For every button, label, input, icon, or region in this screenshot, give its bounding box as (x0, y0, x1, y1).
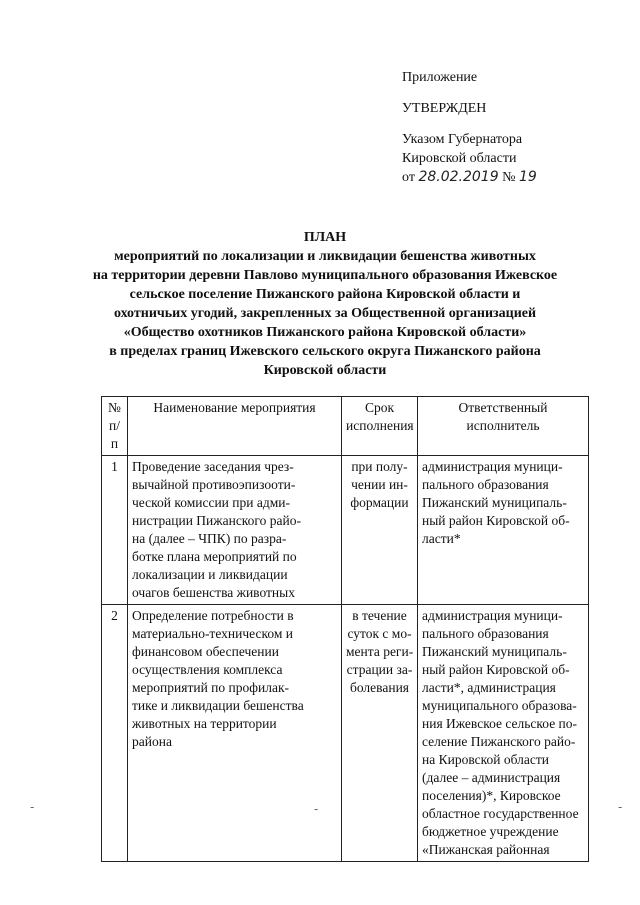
margin-mark-left: - (30, 800, 35, 814)
row-term: при полу- чении ин- формации (342, 456, 418, 605)
title-line: в пределах границ Ижевского сельского округа Пижанского района (109, 344, 541, 359)
header-num: № п/п (102, 397, 128, 456)
margin-mark-inner: - (314, 802, 319, 816)
title-line: охотничьих угодий, закрепленных за Общественной организацией (113, 306, 537, 321)
margin-mark-right: - (618, 800, 623, 814)
row-executor: администрация муници- пального образования Пижанский муниципаль- ный район Кировской об- ласти* (418, 456, 589, 605)
handwritten-date: 28.02.2019 (418, 169, 499, 185)
row-term: в течение суток с мо- мента реги- страции за- болевания (342, 605, 418, 862)
approved-label: УТВЕРЖДЕН (402, 101, 487, 116)
table-row (102, 605, 589, 862)
header-executor: Ответственный исполнитель (418, 397, 589, 456)
date-prefix: от (402, 170, 415, 185)
title-line: Кировской области (263, 363, 387, 378)
header-name: Наименование мероприятия (128, 397, 342, 456)
header-term: Срок исполнения (342, 397, 418, 456)
row-executor: администрация муници- пального образования Пижанский муниципаль- ный район Кировской об- ласти*, администрация муниципального образова- ния Ижевское сельское по- селение Пижанского райо- на Кировской области (далее – администрация поселения)*, Кировское областное государственное бюджетное учреждение «Пижанская районная (418, 605, 589, 862)
row-number: 1 (102, 456, 128, 605)
decree-line-1: Указом Губернатора (402, 132, 523, 147)
title-line: «Общество охотников Пижанского района Кировской области» (123, 325, 527, 340)
handwritten-number: 19 (518, 169, 537, 185)
approval-block (402, 68, 622, 187)
decree-date-line (402, 168, 622, 187)
title-line: на территории деревни Павлово муниципального образования Ижевское (92, 268, 558, 283)
appendix-label: Приложение (402, 70, 478, 85)
row-number: 2 (102, 605, 128, 862)
document-title (60, 228, 590, 380)
table-row (102, 456, 589, 605)
title-line: мероприятий по локализации и ликвидации бешенства животных (114, 249, 536, 264)
row-name: Определение потребности в материально-техническом и финансовом обеспечении осуществления комплекса мероприятий по профилак- тике и ликвидации бешенства животных на территории района (128, 605, 342, 862)
decree-line-2: Кировской области (402, 151, 517, 166)
row-name: Проведение заседания чрез- вычайной противоэпизооти- ческой комиссии при адми- нистрации Пижанского райо- на (далее – ЧПК) по разра- ботке плана мероприятий по локализации и ликвидации очагов бешенства животных (128, 456, 342, 605)
title-line: сельское поселение Пижанского района Кировской области и (129, 287, 521, 302)
table-header-row (102, 397, 589, 456)
plan-heading: ПЛАН (303, 230, 347, 245)
plan-table (101, 396, 589, 862)
number-sign: № (502, 170, 516, 185)
